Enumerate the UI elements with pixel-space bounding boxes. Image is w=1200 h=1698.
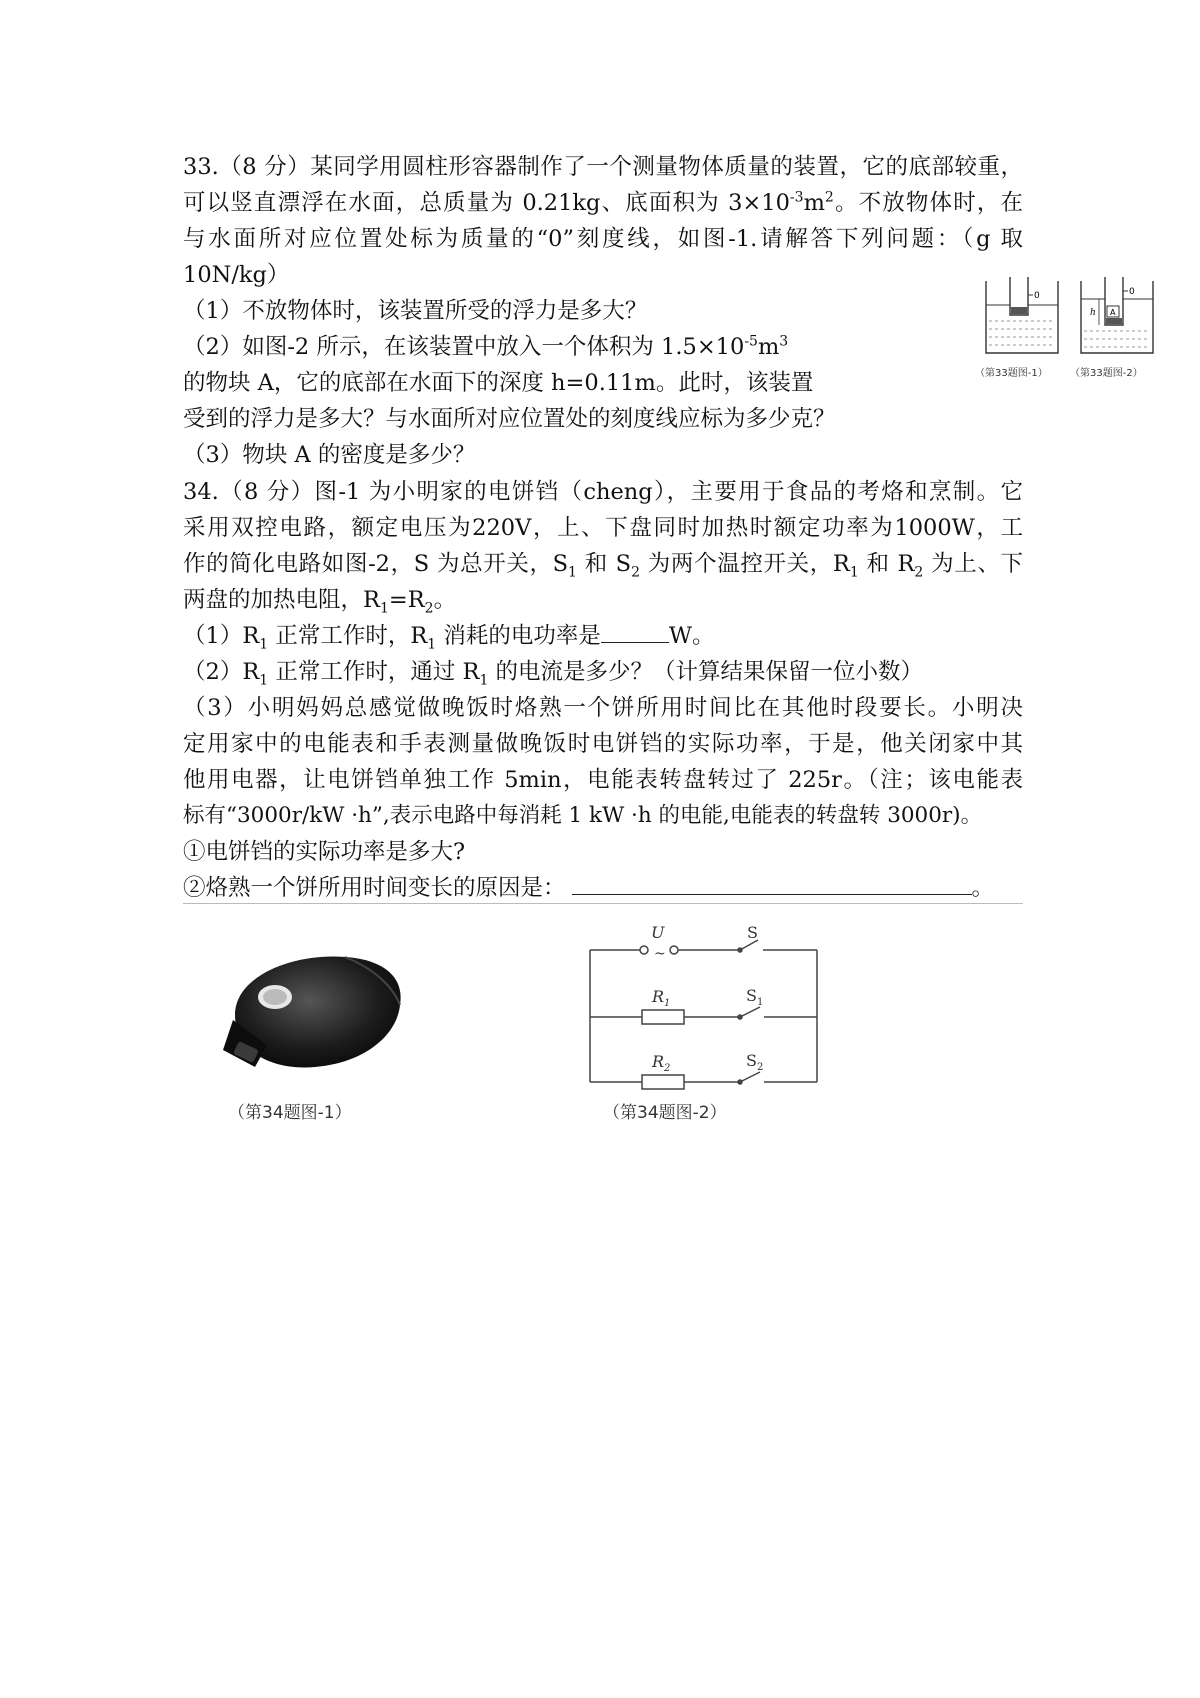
q33-line-4: 10N/kg） — [183, 262, 290, 288]
svg-text:2: 2 — [757, 1062, 764, 1073]
q34-sub-1-answer-blank — [601, 620, 669, 643]
q33-figure-2 — [1075, 275, 1160, 360]
svg-text:S: S — [747, 923, 758, 942]
q33-line-3: 与水面所对应位置处标为质量的“0”刻度线，如图-1.请解答下列问题：（g 取 — [183, 226, 1023, 252]
divider-line — [183, 903, 1023, 904]
q34-figure-2-circuit — [580, 920, 830, 1100]
q34-line-3: 作的简化电路如图-2，S 为总开关，$S_1$ 和 $S_2$ 为两个温控开关，$R_1$ 和 $R_2$ 为上、下 — [183, 551, 1024, 581]
q33-figure-2-caption: （第33题图-2） — [1070, 368, 1143, 379]
q34-sub-3-line-1: （3）小明妈妈总感觉做晚饭时烙熟一个饼所用时间比在其他时段要长。小明决 — [183, 695, 1023, 721]
svg-text:U: U — [651, 923, 665, 942]
q33-sub-2-line-3: 受到的浮力是多大？与水面所对应位置处的刻度线应标为多少克？ — [183, 406, 836, 432]
svg-text:1: 1 — [664, 998, 671, 1009]
svg-text:0: 0 — [1034, 291, 1040, 301]
svg-text:A: A — [1110, 308, 1116, 317]
svg-text:~: ~ — [654, 946, 666, 962]
q34-sub-1: $(1)R_1$ 正常工作时，$R_1$ 消耗的电功率是 W。 — [183, 619, 715, 653]
q33-line-1: 33.（8 分）某同学用圆柱形容器制作了一个测量物体质量的装置，它的底部较重， — [183, 154, 1023, 180]
q34-line-4: 两盘的加热电阻，$R_1=R_2$。 — [183, 587, 457, 617]
svg-text:2: 2 — [664, 1063, 671, 1074]
q34-sub-3-line-2: 定用家中的电能表和手表测量做晚饭时电饼铛的实际功率，于是，他关闭家中其 — [183, 731, 1023, 757]
svg-text:R: R — [652, 987, 665, 1006]
q34-line-2: 采用双控电路，额定电压为220V，上、下盘同时加热时额定功率为1000W，工 — [183, 515, 1023, 541]
q33-line-2: 可以竖直漂浮在水面，总质量为 0.21kg、底面积为 $3\times 10^{-3}m^2$。不放物体时，在 — [183, 189, 1023, 216]
q33-figure-1-caption: （第33题图-1） — [975, 368, 1048, 379]
q34-figure-1-caption: （第34题图-1） — [228, 1103, 352, 1123]
q34-figure-2-caption: （第34题图-2） — [603, 1103, 727, 1123]
q34-sub-3-line-4: 标有“3000r/kW ·h”,表示电路中每消耗 1 kW ·h 的电能,电能表的转盘转 3000r)。 — [183, 803, 983, 828]
svg-text:h: h — [1090, 308, 1096, 318]
q34-sub-3-line-3: 他用电器，让电饼铛单独工作 5min，电能表转盘转过了 225r。（注；该电能表 — [183, 767, 1023, 793]
q34-item-2-answer-blank — [572, 872, 972, 895]
svg-text:S: S — [746, 1051, 757, 1070]
q33-sub-3: （3）物块 A 的密度是多少？ — [183, 442, 476, 468]
q33-sub-2: （2）如图-2 所示，在该装置中放入一个体积为 $1.5\times 10^{-5}m^3$ — [183, 333, 789, 360]
q34-line-1: 34.（8 分）图-1 为小明家的电饼铛（cheng），主要用于食品的考烙和烹制。它 — [183, 479, 1023, 505]
svg-text:1: 1 — [757, 997, 764, 1008]
q33-sub-2-line-2: 的物块 A，它的底部在水面下的深度 h=0.11m。此时，该装置 — [183, 370, 814, 396]
q33-sub-1: （1）不放物体时，该装置所受的浮力是多大？ — [183, 298, 648, 324]
svg-text:S: S — [746, 986, 757, 1005]
q34-figure-1-griddle-photo — [215, 945, 415, 1080]
svg-text:R: R — [652, 1052, 665, 1071]
svg-text:0: 0 — [1129, 287, 1135, 297]
q34-sub-2: $(2)R_1$ 正常工作时，通过 $R_1$ 的电流是多少？（计算结果保留一位小数） — [183, 659, 924, 689]
q34-item-1: ①电饼铛的实际功率是多大? — [183, 839, 466, 865]
q33-figure-1 — [980, 275, 1065, 360]
q34-item-2: ②烙熟一个饼所用时间变长的原因是： 。 — [183, 871, 994, 905]
